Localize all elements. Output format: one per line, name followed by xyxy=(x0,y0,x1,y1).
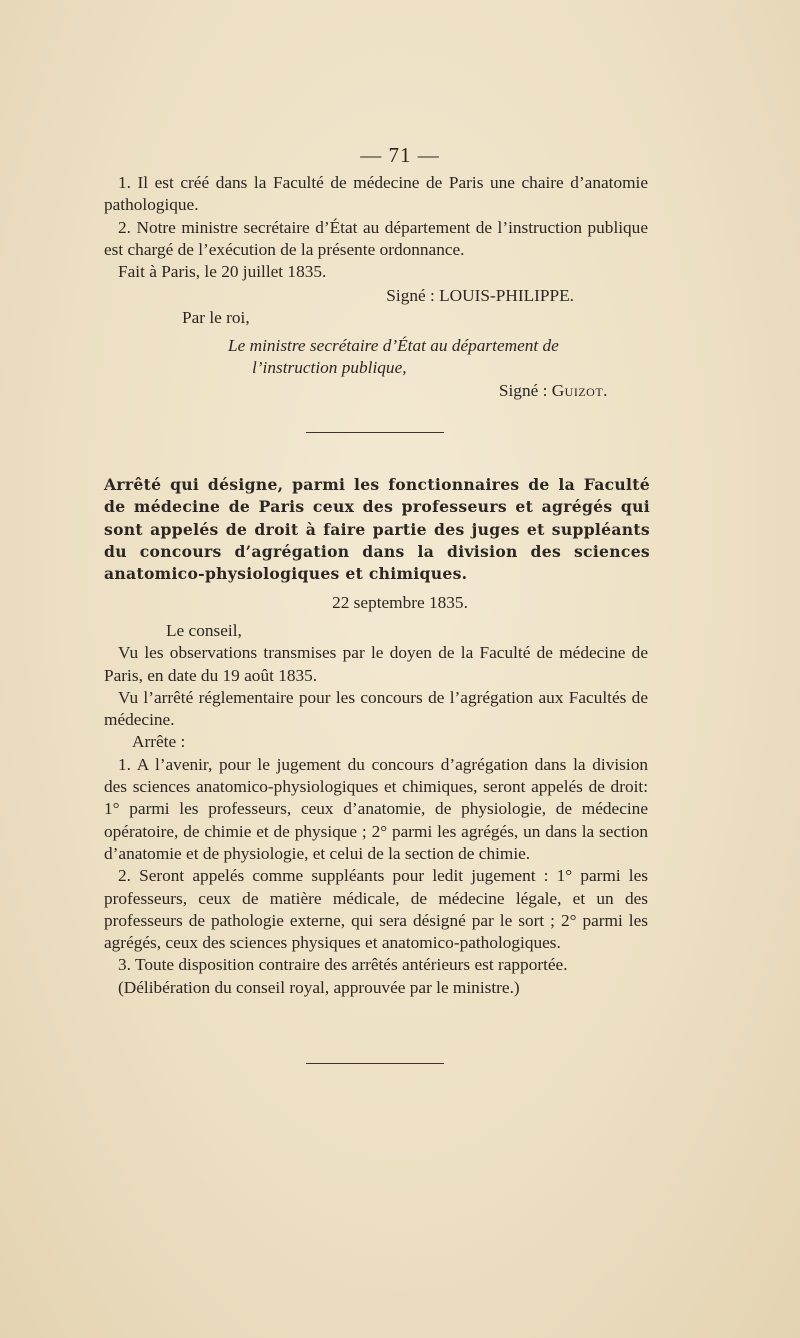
par-le-roi: Par le roi, xyxy=(182,307,250,327)
minister-title-line2: l’instruction publique, xyxy=(252,358,407,378)
divider-rule xyxy=(306,432,444,433)
minister-title xyxy=(104,335,648,380)
minister-signature xyxy=(104,380,648,402)
ordonnance-article-2: 2. Notre ministre secrétaire d’État au département de l’instruction publique est chargé de l’exécution de la présente ordonnance. xyxy=(104,217,648,259)
arrete-article-1: 1. A l’avenir, pour le jugement du concours d’agrégation dans la division des sciences anatomico-physiologiques et chimiques, seront appelés de droit: 1° parmi les professeurs, ceux d’anatomie, de physiologie, de médecine opératoire, de chimie et de physique ; 2° parmi les agrégés, un dans la section d’anatomie et de physiologie, et celui de la section de chimie. xyxy=(104,754,648,863)
ordonnance-article-1: 1. Il est créé dans la Faculté de médecine de Paris une chaire d’anatomie pathologique. xyxy=(104,173,648,215)
minister-title-line1: Le ministre secrétaire d’État au département de xyxy=(228,336,559,356)
minister-signature-prefix: Signé : xyxy=(498,380,552,400)
ordonnance-section xyxy=(104,172,648,402)
arrete-body xyxy=(104,620,648,999)
king-signature: Signé : LOUIS-PHILIPPE. xyxy=(386,286,574,306)
le-conseil: Le conseil, xyxy=(166,621,242,640)
ordonnance-date: Fait à Paris, le 20 juillet 1835. xyxy=(118,262,327,282)
arrete-heading: Arrêté qui désigne, parmi les fonctionnaires de la Faculté de médecine de Paris ceux des professeurs et agrégés qui sont appelés de droit à faire partie des juges et suppléants du concours d’agrégation dans la division des sciences anatomico-physiologiques et chimiques. xyxy=(104,475,650,584)
arrete-date: 22 septembre 1835. xyxy=(332,593,468,612)
page-number: — 71 — xyxy=(360,143,440,167)
arrete-article-3: 3. Toute disposition contraire des arrêtés antérieurs est rapportée. xyxy=(118,955,568,975)
minister-signature-name: Guizot. xyxy=(551,380,608,400)
deliberation-note: (Délibération du conseil royal, approuvée par le ministre.) xyxy=(118,977,520,997)
arrete-article-2: 2. Seront appelés comme suppléants pour ledit jugement : 1° parmi les professeurs, ceux de matière médicale, de médecine légale, et un des professeurs de pathologie externe, qui sera désigné par le sort ; 2° parmi les agrégés, ceux des sciences physiques et anatomico-pathologiques. xyxy=(104,866,648,953)
vu-arrete: Vu l’arrêté réglementaire pour les concours de l’agrégation aux Facultés de médecine. xyxy=(104,687,648,730)
vu-observations: Vu les observations transmises par le doyen de la Faculté de médecine de Paris, en date du 19 août 1835. xyxy=(104,643,648,685)
arrete-label: Arrête : xyxy=(132,732,186,752)
closing-rule xyxy=(306,1063,444,1064)
